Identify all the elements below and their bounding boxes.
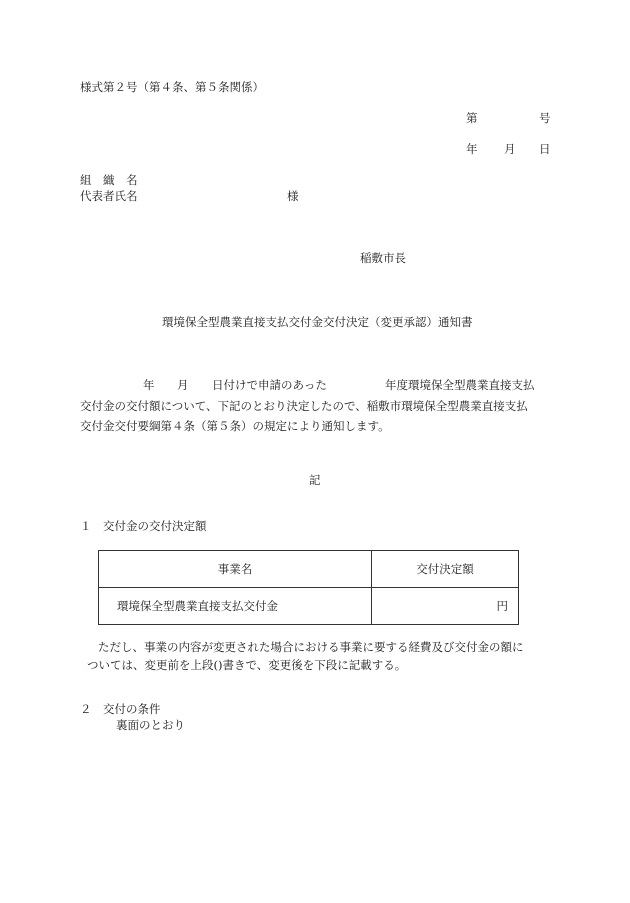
body-fiscal-year: 年度環境保全型農業直接支払	[385, 378, 535, 392]
doc-number-suffix: 号	[539, 111, 551, 125]
note-line-2: ついては、変更前を上段()書きで、変更後を下段に記載する。	[87, 658, 407, 672]
header-decided-amount: 交付決定額	[372, 551, 519, 588]
form-number: 様式第２号（第４条、第５条関係）	[80, 80, 264, 94]
body-line-1	[80, 376, 570, 396]
header-project-name: 事業名	[99, 551, 372, 588]
body-month: 月	[177, 378, 189, 392]
note-line-1: ただし、事業の内容が変更された場合における事業に要する経費及び交付金の額に	[98, 640, 524, 654]
date-year: 年	[466, 142, 478, 156]
section1-heading: １ 交付金の交付決定額	[80, 519, 207, 533]
table-header-row	[99, 551, 519, 588]
grant-table	[98, 550, 519, 625]
table-row	[99, 588, 519, 625]
date-month: 月	[504, 142, 516, 156]
amount-cell: 円	[372, 588, 519, 625]
document-title: 環境保全型農業直接支払交付金交付決定（変更承認）通知書	[162, 315, 473, 329]
section2-content: 裏面のとおり	[116, 718, 185, 732]
issuer: 稲敷市長	[360, 251, 406, 265]
body-applied: 日付けで申請のあった	[212, 378, 327, 392]
section2-heading: ２ 交付の条件	[80, 702, 161, 716]
honorific: 様	[287, 189, 299, 203]
date-day: 日	[539, 142, 551, 156]
body-year: 年	[143, 378, 155, 392]
ki-heading: 記	[309, 473, 321, 487]
org-name-label: 組 織 名	[80, 173, 138, 187]
body-line-2: 交付金の交付額について、下記のとおり決定したので、稲敷市環境保全型農業直接支払	[80, 399, 528, 413]
representative-label: 代表者氏名	[80, 189, 138, 203]
body-line-3: 交付金交付要綱第４条（第５条）の規定により通知します。	[80, 419, 390, 433]
project-name-cell: 環境保全型農業直接支払交付金	[99, 588, 372, 625]
body-text	[80, 376, 570, 436]
doc-number-prefix: 第	[466, 111, 478, 125]
